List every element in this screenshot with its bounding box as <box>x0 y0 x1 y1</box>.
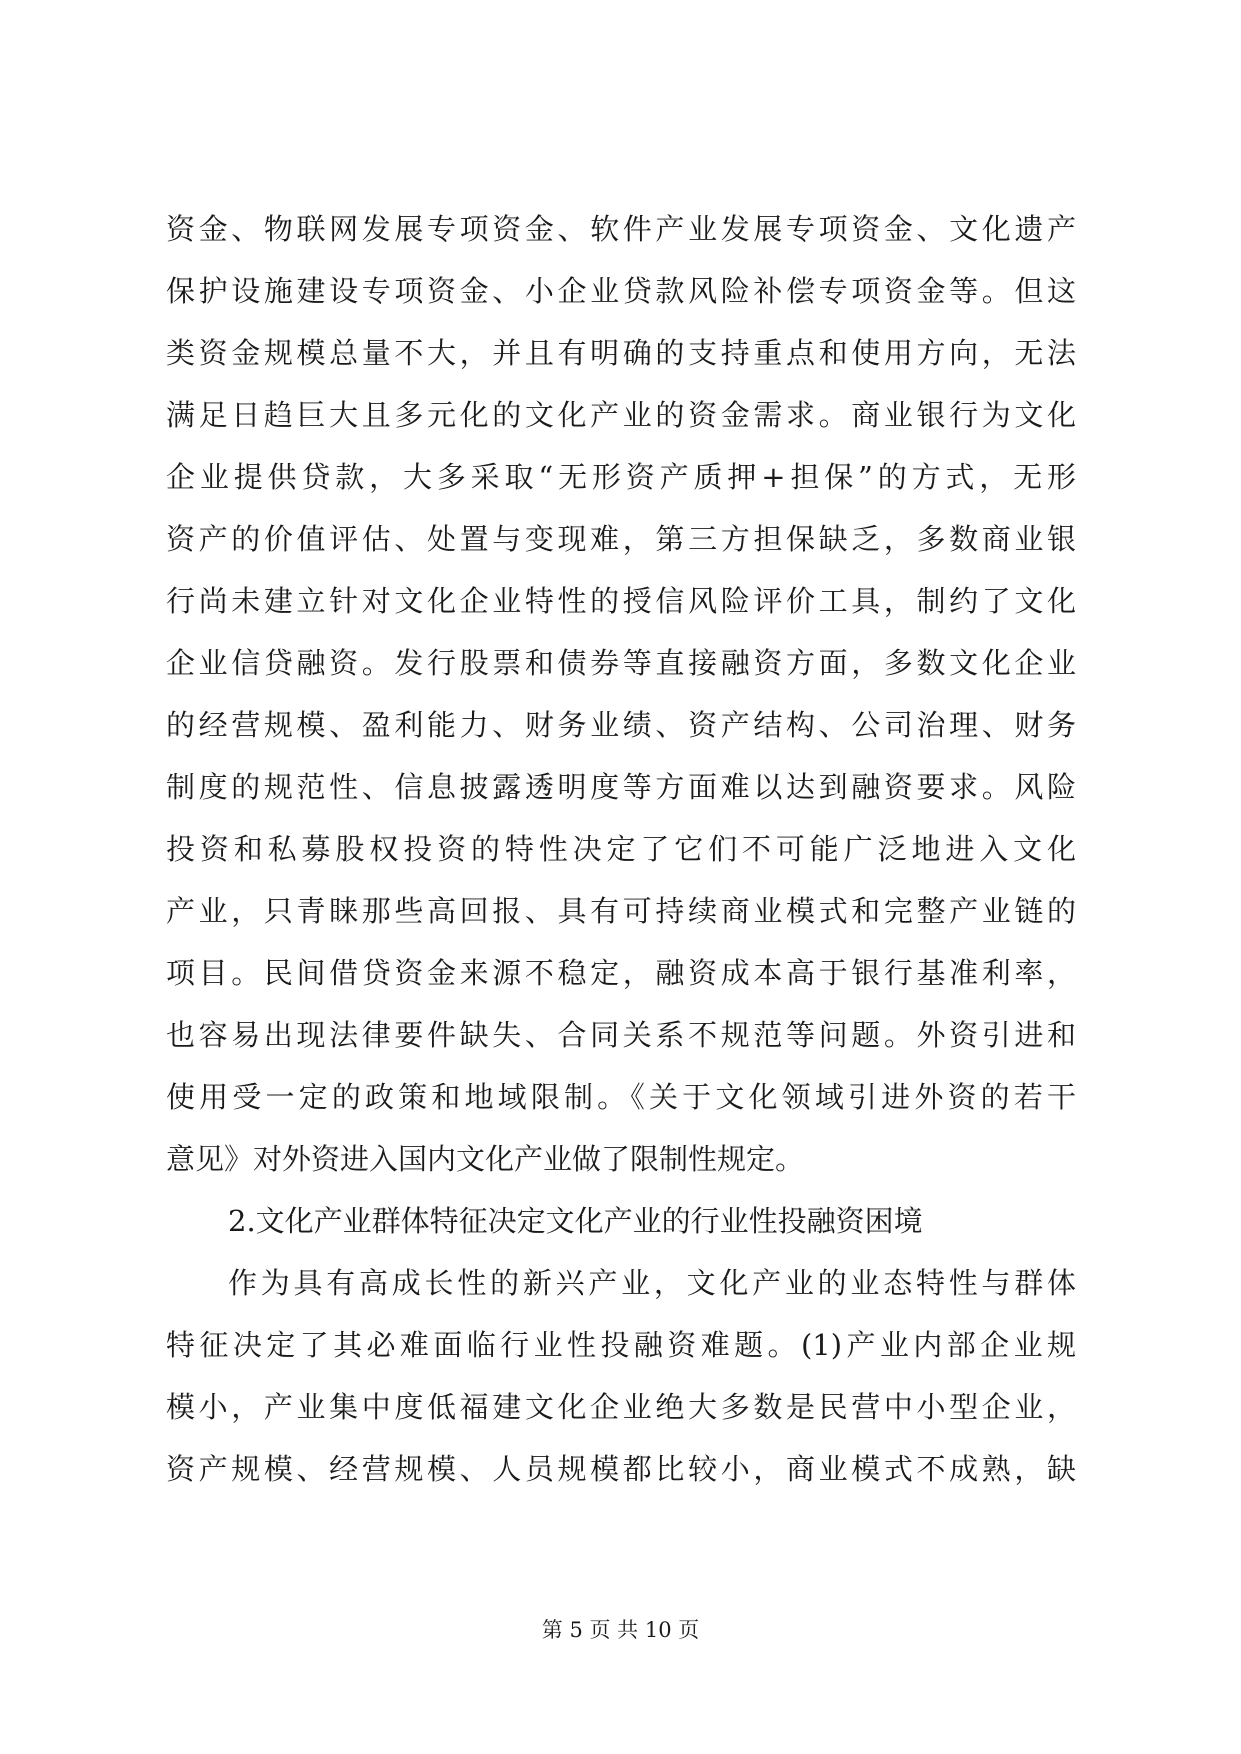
body-text <box>166 198 1076 1500</box>
paragraph-line: 保护设施建设专项资金、小企业贷款风险补偿专项资金等。但这 <box>166 274 1076 308</box>
paragraph-line: 行尚未建立针对文化企业特性的授信风险评价工具，制约了文化 <box>166 584 1076 618</box>
paragraph-line: 企业信贷融资。发行股票和债券等直接融资方面，多数文化企业 <box>166 646 1076 680</box>
paragraph-line: 也容易出现法律要件缺失、合同关系不规范等问题。外资引进和 <box>166 1018 1076 1052</box>
paragraph-line: 作为具有高成长性的新兴产业，文化产业的业态特性与群体 <box>228 1266 1076 1300</box>
paragraph-line: 投资和私募股权投资的特性决定了它们不可能广泛地进入文化 <box>166 832 1076 866</box>
paragraph-line: 资产的价值评估、处置与变现难，第三方担保缺乏，多数商业银 <box>166 522 1076 556</box>
paragraph-line: 的经营规模、盈利能力、财务业绩、资产结构、公司治理、财务 <box>166 708 1076 742</box>
paragraph-line: 资金、物联网发展专项资金、软件产业发展专项资金、文化遗产 <box>166 212 1076 246</box>
paragraph-line: 资产规模、经营规模、人员规模都比较小，商业模式不成熟，缺 <box>166 1452 1076 1486</box>
paragraph-line: 模小，产业集中度低福建文化企业绝大多数是民营中小型企业， <box>166 1390 1076 1424</box>
paragraph-line: 使用受一定的政策和地域限制。《关于文化领域引进外资的若干 <box>166 1080 1076 1114</box>
page-number-footer: 第 5 页 共 10 页 <box>541 1618 700 1642</box>
paragraph-line: 制度的规范性、信息披露透明度等方面难以达到融资要求。风险 <box>166 770 1076 804</box>
paragraph-line: 产业，只青睐那些高回报、具有可持续商业模式和完整产业链的 <box>166 894 1076 928</box>
paragraph-line: 意见》对外资进入国内文化产业做了限制性规定。 <box>166 1142 805 1176</box>
paragraph-line: 项目。民间借贷资金来源不稳定，融资成本高于银行基准利率， <box>166 956 1076 990</box>
paragraph-line: 满足日趋巨大且多元化的文化产业的资金需求。商业银行为文化 <box>166 398 1076 432</box>
paragraph-line: 企业提供贷款，大多采取“无形资产质押+担保”的方式，无形 <box>166 460 1076 494</box>
paragraph-line: 特征决定了其必难面临行业性投融资难题。(1)产业内部企业规 <box>166 1328 1076 1362</box>
section-heading: 2.文化产业群体特征决定文化产业的行业性投融资困境 <box>228 1204 923 1238</box>
paragraph-line: 类资金规模总量不大，并且有明确的支持重点和使用方向，无法 <box>166 336 1076 370</box>
